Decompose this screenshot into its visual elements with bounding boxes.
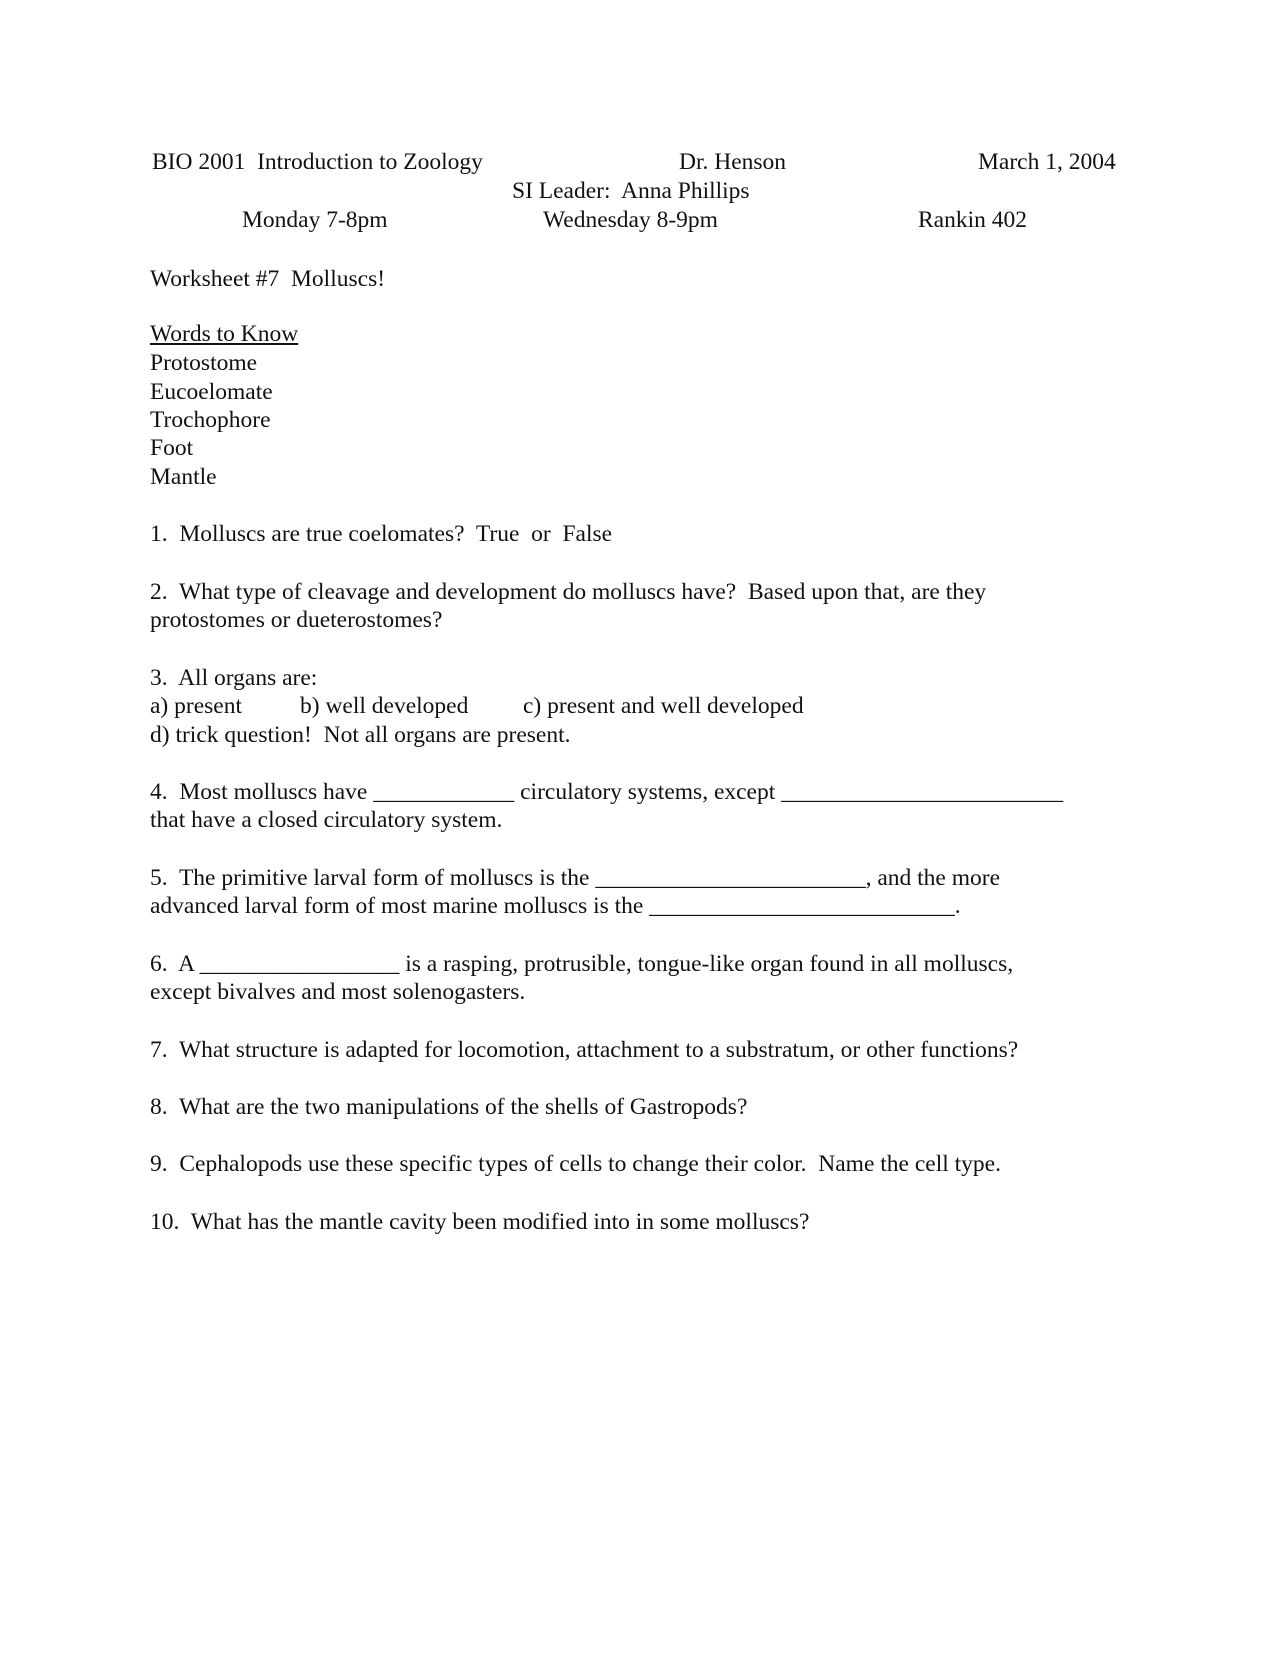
question-2-line-1: 2. What type of cleavage and development do molluscs have? Based upon that, are they	[150, 579, 987, 605]
question-4-line-2: that have a closed circulatory system.	[150, 807, 503, 833]
session-room: Rankin 402	[918, 207, 1028, 233]
question-6-line-2: except bivalves and most solenogasters.	[150, 979, 526, 1005]
session-monday: Monday 7-8pm	[242, 207, 388, 233]
term-item: Protostome	[150, 350, 258, 376]
session-wednesday: Wednesday 8-9pm	[543, 207, 718, 233]
question-3-option-c: c) present and well developed	[523, 693, 804, 719]
question-3-option-b: b) well developed	[300, 693, 469, 719]
si-leader: SI Leader: Anna Phillips	[512, 178, 750, 204]
question-6-line-1: 6. A _________________ is a rasping, protrusible, tongue-like organ found in all molluscs,	[150, 951, 1014, 977]
question-10: 10. What has the mantle cavity been modified into in some molluscs?	[150, 1209, 810, 1235]
question-5-line-1: 5. The primitive larval form of molluscs is the _______________________, and the more	[150, 865, 1001, 891]
term-item: Trochophore	[150, 407, 271, 433]
question-1: 1. Molluscs are true coelomates? True or False	[150, 521, 613, 547]
question-3-option-d: d) trick question! Not all organs are present.	[150, 722, 571, 748]
instructor-name: Dr. Henson	[679, 149, 787, 175]
worksheet-title: Worksheet #7 Molluscs!	[150, 266, 386, 292]
question-7: 7. What structure is adapted for locomotion, attachment to a substratum, or other functions?	[150, 1037, 1019, 1063]
worksheet-date: March 1, 2004	[978, 149, 1116, 175]
question-9: 9. Cephalopods use these specific types of cells to change their color. Name the cell type.	[150, 1151, 1001, 1177]
question-4-line-1: 4. Most molluscs have ____________ circulatory systems, except ________________________	[150, 779, 1064, 805]
term-item: Mantle	[150, 464, 217, 490]
words-to-know-heading: Words to Know	[150, 321, 299, 347]
course-title: BIO 2001 Introduction to Zoology	[152, 149, 483, 175]
term-item: Foot	[150, 435, 194, 461]
term-item: Eucoelomate	[150, 379, 273, 405]
question-3-option-a: a) present	[150, 693, 242, 719]
question-2-line-2: protostomes or dueterostomes?	[150, 607, 443, 633]
question-3-stem: 3. All organs are:	[150, 665, 318, 691]
question-8: 8. What are the two manipulations of the shells of Gastropods?	[150, 1094, 748, 1120]
question-5-line-2: advanced larval form of most marine molluscs is the __________________________.	[150, 893, 961, 919]
